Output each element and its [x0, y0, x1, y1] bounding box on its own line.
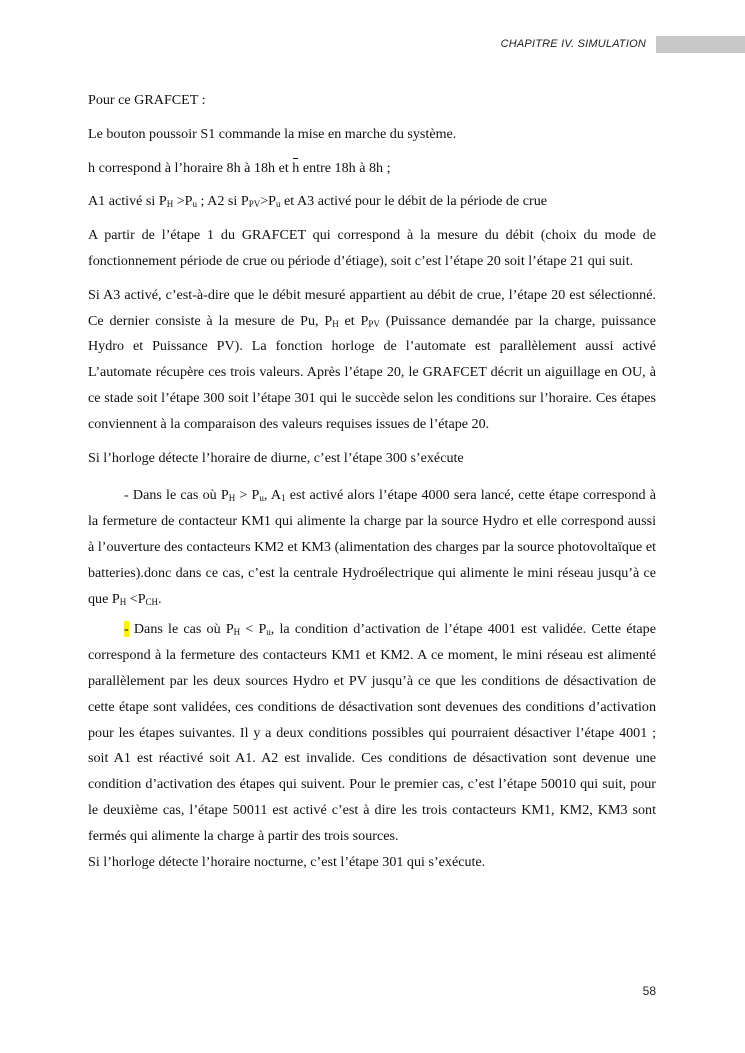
paragraph-case-4000: - Dans le cas où $P_H > P_u$, $A_1$ est activé alors l’étape 4000 sera lancé, cette étape correspond à la fermeture de contacteur KM1 qui alimente la charge par la source Hydro et elle correspond aussi à l’ouverture des contacteurs KM2 et KM3 (alimentation des charges par la source photovoltaïque et batteries).donc dans ce cas, c’est la centrale Hydroélectrique qui alimente le mini réseau jusqu’à ce que $P_H <P_{CH}$. [88, 487, 656, 607]
paragraph-step-1: A partir de l’étape 1 du GRAFCET qui correspond à la mesure du débit (choix du mode de fonctionnement période de crue ou période d’étiage), soit c’est l’étape 20 soit l’étape 21 qui suit. [88, 227, 656, 269]
page-body [88, 88, 656, 883]
paragraph-step-20: Si A3 activé, c’est-à-dire que le débit mesuré appartient au débit de crue, l’étape 20 est sélectionné. Ce dernier consiste à la mesure de Pu, $P_H$ et $P_{PV}$ (Puissance demandée par la charge, puissance Hydro et Puissance PV). La fonction horloge de l’automate est parallèlement aussi activé L’automate récupère ces trois valeurs. Après l’étape 20, le GRAFCET décrit un aiguillage en OU, à ce stade soit l’étape 300 soit l’étape 301 qui le succède selon les conditions sur l’horaire. Ces étapes conviennent à la comparaison des valeurs requises issues de l’étape 20. [88, 286, 656, 432]
paragraph-s1-button: Le bouton poussoir S1 commande la mise en marche du système. [88, 125, 457, 142]
paragraph-case-4001: - Dans le cas où $P_H < P_u$, la condition d’activation de l’étape 4001 est validée. Cette étape correspond à la fermeture des contacteurs KM1 et KM2. A ce moment, le mini réseau est alimenté parallèlement par les deux sources Hydro et PV jusqu’à ce que les conditions de désactivation de cette étape sont validées, ces conditions de désactivation sont devenues des conditions d’activation pour les étapes suivantes. Il y a deux conditions possibles qui pourraient désactiver l’étape 4001 ; soit A1 est réactivé soit A1. A2 est invalide. Ces conditions de désactivation sont devenue une condition d’activation des étapes qui suivent. Pour le premier cas, c’est l’étape 50010 qui suit, pour le deuxième cas, l’étape 50011 est activé c’est à dire les trois contacteurs KM1, KM2, KM3 sont fermés qui alimente la charge à partir des trois sources. [88, 621, 656, 844]
highlighted-dash: - [124, 621, 129, 638]
page-number: 58 [642, 984, 656, 998]
paragraph-intro: Pour ce GRAFCET : [88, 92, 206, 108]
h-bar-symbol: h [292, 156, 299, 182]
chapter-header: CHAPITRE IV. SIMULATION [500, 38, 646, 50]
paragraph-activation-conditions: A1 activé si $P_H >P_u$ ; A2 si $P_{PV}>P_u$ et A3 activé pour le débit de la période de crue [88, 193, 548, 210]
paragraph-schedule: h correspond à l’horaire 8h à 18h et h entre 18h à 8h ; [88, 156, 656, 182]
paragraph-diurnal: Si l’horloge détecte l’horaire de diurne, c’est l’étape 300 s’exécute [88, 449, 464, 466]
paragraph-nocturnal: Si l’horloge détecte l’horaire nocturne, c’est l’étape 301 qui s’exécute. [88, 853, 486, 870]
header-bar [656, 36, 745, 53]
